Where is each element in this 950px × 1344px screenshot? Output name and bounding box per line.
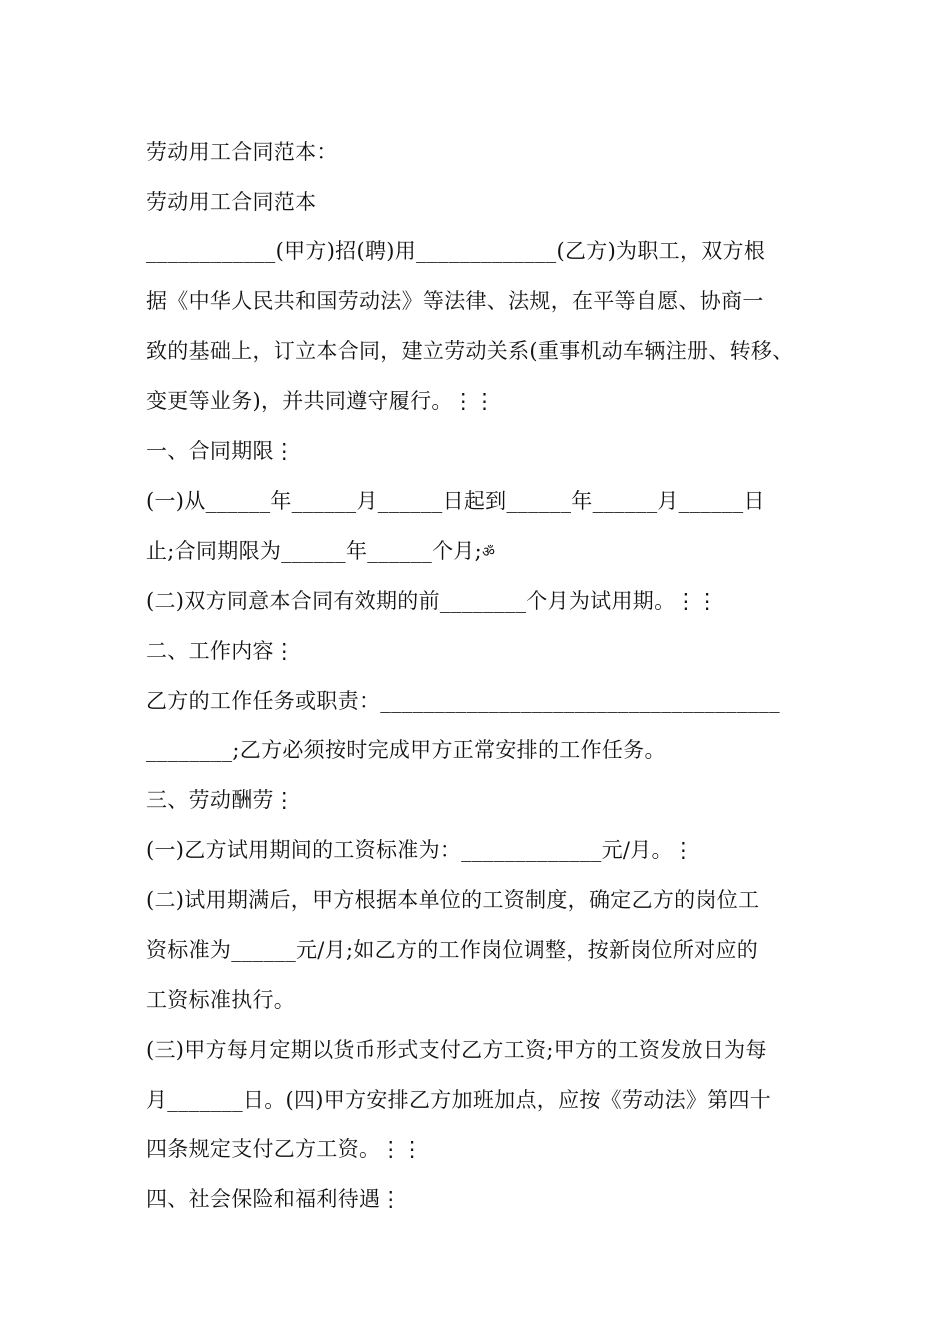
paragraph-line: 致的基础上，订立本合同，建立劳动关系(重事机动车辆注册、转移、 [146,339,794,363]
paragraph-line: 月_______日。(四)甲方安排乙方加班加点，应按《劳动法》第四十 [146,1088,772,1112]
document-title: 劳动用工合同范本 [146,190,317,214]
section-heading: 二、工作内容⋮ [146,639,296,663]
paragraph-line: 资标准为______元/月;如乙方的工作岗位调整，按新岗位所对应的 [146,938,759,962]
paragraph-line: (一)从______年______月______日起到______年______月______日 [146,489,765,513]
paragraph-line: 变更等业务)，并共同遵守履行。⋮⋮ [146,389,496,413]
document-heading: 劳动用工合同范本： [146,140,338,164]
paragraph-line: 四条规定支付乙方工资。⋮⋮ [146,1137,423,1161]
paragraph-line: (二)双方同意本合同有效期的前________个月为试用期。⋮⋮ [146,589,718,613]
paragraph-line: 工资标准执行。 [146,988,296,1012]
section-heading: 四、社会保险和福利待遇⋮ [146,1187,402,1211]
paragraph-line: 据《中华人民共和国劳动法》等法律、法规，在平等自愿、协商一 [146,289,764,313]
paragraph-line: 乙方的工作任务或职责：_____________________________________ [146,689,780,713]
section-heading: 三、劳动酬劳⋮ [146,788,296,812]
paragraph-text: 止;合同期限为______年______个月; [146,539,483,563]
squiggle-mark-icon: ॐ [482,544,496,561]
paragraph-line: ________;乙方必须按时完成甲方正常安排的工作任务。 [146,738,666,762]
section-heading: 一、合同期限⋮ [146,439,296,463]
paragraph-line: (一)乙方试用期间的工资标准为：_____________元/月。⋮ [146,838,695,862]
paragraph-line: ____________(甲方)招(聘)用_____________(乙方)为职工，双方根 [146,239,766,263]
paragraph-line: (二)试用期满后，甲方根据本单位的工资制度，确定乙方的岗位工 [146,888,760,912]
paragraph-line: (三)甲方每月定期以货币形式支付乙方工资;甲方的工资发放日为每 [146,1038,767,1062]
paragraph-line [146,536,495,568]
